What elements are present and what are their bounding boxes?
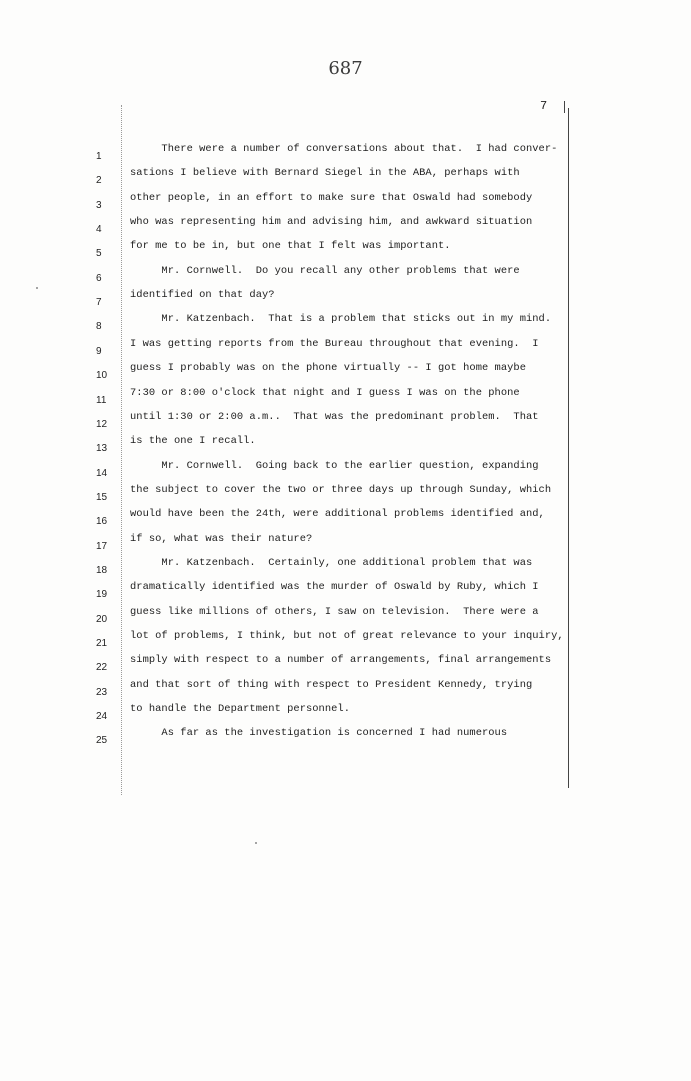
line-number: 7 bbox=[96, 297, 102, 309]
line-text: is the one I recall. bbox=[130, 435, 256, 448]
line-text: if so, what was their nature? bbox=[130, 532, 313, 545]
line-number: 21 bbox=[96, 638, 108, 649]
line-text: would have been the 24th, were additional problems identified and, bbox=[130, 508, 545, 521]
page-number: 687 bbox=[328, 58, 363, 79]
transcript-line bbox=[0, 313, 691, 337]
line-number: 9 bbox=[96, 345, 102, 357]
line-text: lot of problems, I think, but not of great relevance to your inquiry, bbox=[130, 630, 564, 642]
line-text: other people, in an effort to make sure that Oswald had somebody bbox=[130, 191, 533, 204]
line-number: 13 bbox=[96, 443, 108, 455]
transcript-line bbox=[0, 362, 691, 386]
transcript-line bbox=[0, 240, 691, 264]
line-number: 16 bbox=[96, 516, 108, 528]
line-number: 6 bbox=[96, 272, 102, 284]
transcript-line bbox=[0, 703, 691, 727]
transcript-line bbox=[0, 606, 691, 630]
line-text: I was getting reports from the Bureau throughout that evening. I bbox=[130, 337, 539, 350]
transcript-line bbox=[0, 192, 691, 216]
transcript-line bbox=[0, 435, 691, 459]
line-text: for me to be in, but one that I felt was important. bbox=[130, 240, 451, 253]
line-number: 20 bbox=[96, 613, 108, 625]
line-text: and that sort of thing with respect to President Kennedy, trying bbox=[130, 678, 533, 691]
transcript-line bbox=[0, 484, 691, 508]
line-text: Mr. Cornwell. Do you recall any other problems that were bbox=[130, 264, 520, 277]
line-text: As far as the investigation is concerned I had numerous bbox=[130, 727, 508, 740]
line-number: 10 bbox=[96, 370, 108, 382]
line-text: until 1:30 or 2:00 a.m.. That was the predominant problem. That bbox=[130, 410, 539, 423]
transcript-line bbox=[0, 727, 691, 751]
line-number: 22 bbox=[96, 662, 108, 674]
line-number: 23 bbox=[96, 686, 108, 698]
line-number: 18 bbox=[96, 564, 108, 576]
line-number: 25 bbox=[96, 735, 108, 747]
line-text: to handle the Department personnel. bbox=[130, 703, 350, 716]
line-number: 3 bbox=[96, 199, 102, 211]
transcript-line bbox=[0, 533, 691, 557]
transcript-line bbox=[0, 460, 691, 484]
line-number: 5 bbox=[96, 248, 102, 260]
line-number: 1 bbox=[96, 151, 102, 162]
line-text: Mr. Katzenbach. Certainly, one additional problem that was bbox=[130, 556, 533, 569]
line-text: identified on that day? bbox=[130, 289, 275, 302]
line-number: 17 bbox=[96, 540, 108, 552]
transcript-line bbox=[0, 338, 691, 362]
sheet-number: 7 bbox=[540, 99, 548, 113]
transcript-line bbox=[0, 557, 691, 581]
transcript-line bbox=[0, 387, 691, 411]
transcript-line bbox=[0, 265, 691, 289]
transcript-line bbox=[0, 581, 691, 605]
line-text: 7:30 or 8:00 o'clock that night and I guess I was on the phone bbox=[130, 386, 520, 399]
line-number: 11 bbox=[96, 394, 107, 406]
transcript-line bbox=[0, 216, 691, 240]
transcript-line bbox=[0, 167, 691, 191]
line-text: guess like millions of others, I saw on television. There were a bbox=[130, 605, 539, 618]
line-number: 14 bbox=[96, 467, 108, 479]
line-text: sations I believe with Bernard Siegel in the ABA, perhaps with bbox=[130, 167, 520, 180]
transcript-line bbox=[0, 289, 691, 313]
line-number: 15 bbox=[96, 491, 108, 503]
line-text: who was representing him and advising him, and awkward situation bbox=[130, 216, 533, 229]
line-text: Mr. Cornwell. Going back to the earlier question, expanding bbox=[130, 459, 539, 472]
line-text: the subject to cover the two or three days up through Sunday, which bbox=[130, 483, 552, 496]
line-number: 19 bbox=[96, 589, 108, 601]
line-number: 8 bbox=[96, 321, 102, 333]
line-number: 12 bbox=[96, 418, 108, 430]
line-number: 24 bbox=[96, 711, 108, 723]
line-number: 4 bbox=[96, 224, 102, 236]
line-text: dramatically identified was the murder of Oswald by Ruby, which I bbox=[130, 581, 539, 594]
line-text: simply with respect to a number of arrangements, final arrangements bbox=[130, 654, 552, 667]
transcript-line bbox=[0, 654, 691, 678]
transcript-line bbox=[0, 508, 691, 532]
line-text: There were a number of conversations about that. I had conver- bbox=[130, 143, 558, 155]
line-text: Mr. Katzenbach. That is a problem that sticks out in my mind. bbox=[130, 313, 552, 326]
transcript-line bbox=[0, 679, 691, 703]
transcript-line bbox=[0, 143, 691, 167]
line-number: 2 bbox=[96, 175, 102, 187]
line-text: guess I probably was on the phone virtually -- I got home maybe bbox=[130, 362, 526, 375]
transcript-line bbox=[0, 630, 691, 654]
transcript-line bbox=[0, 411, 691, 435]
